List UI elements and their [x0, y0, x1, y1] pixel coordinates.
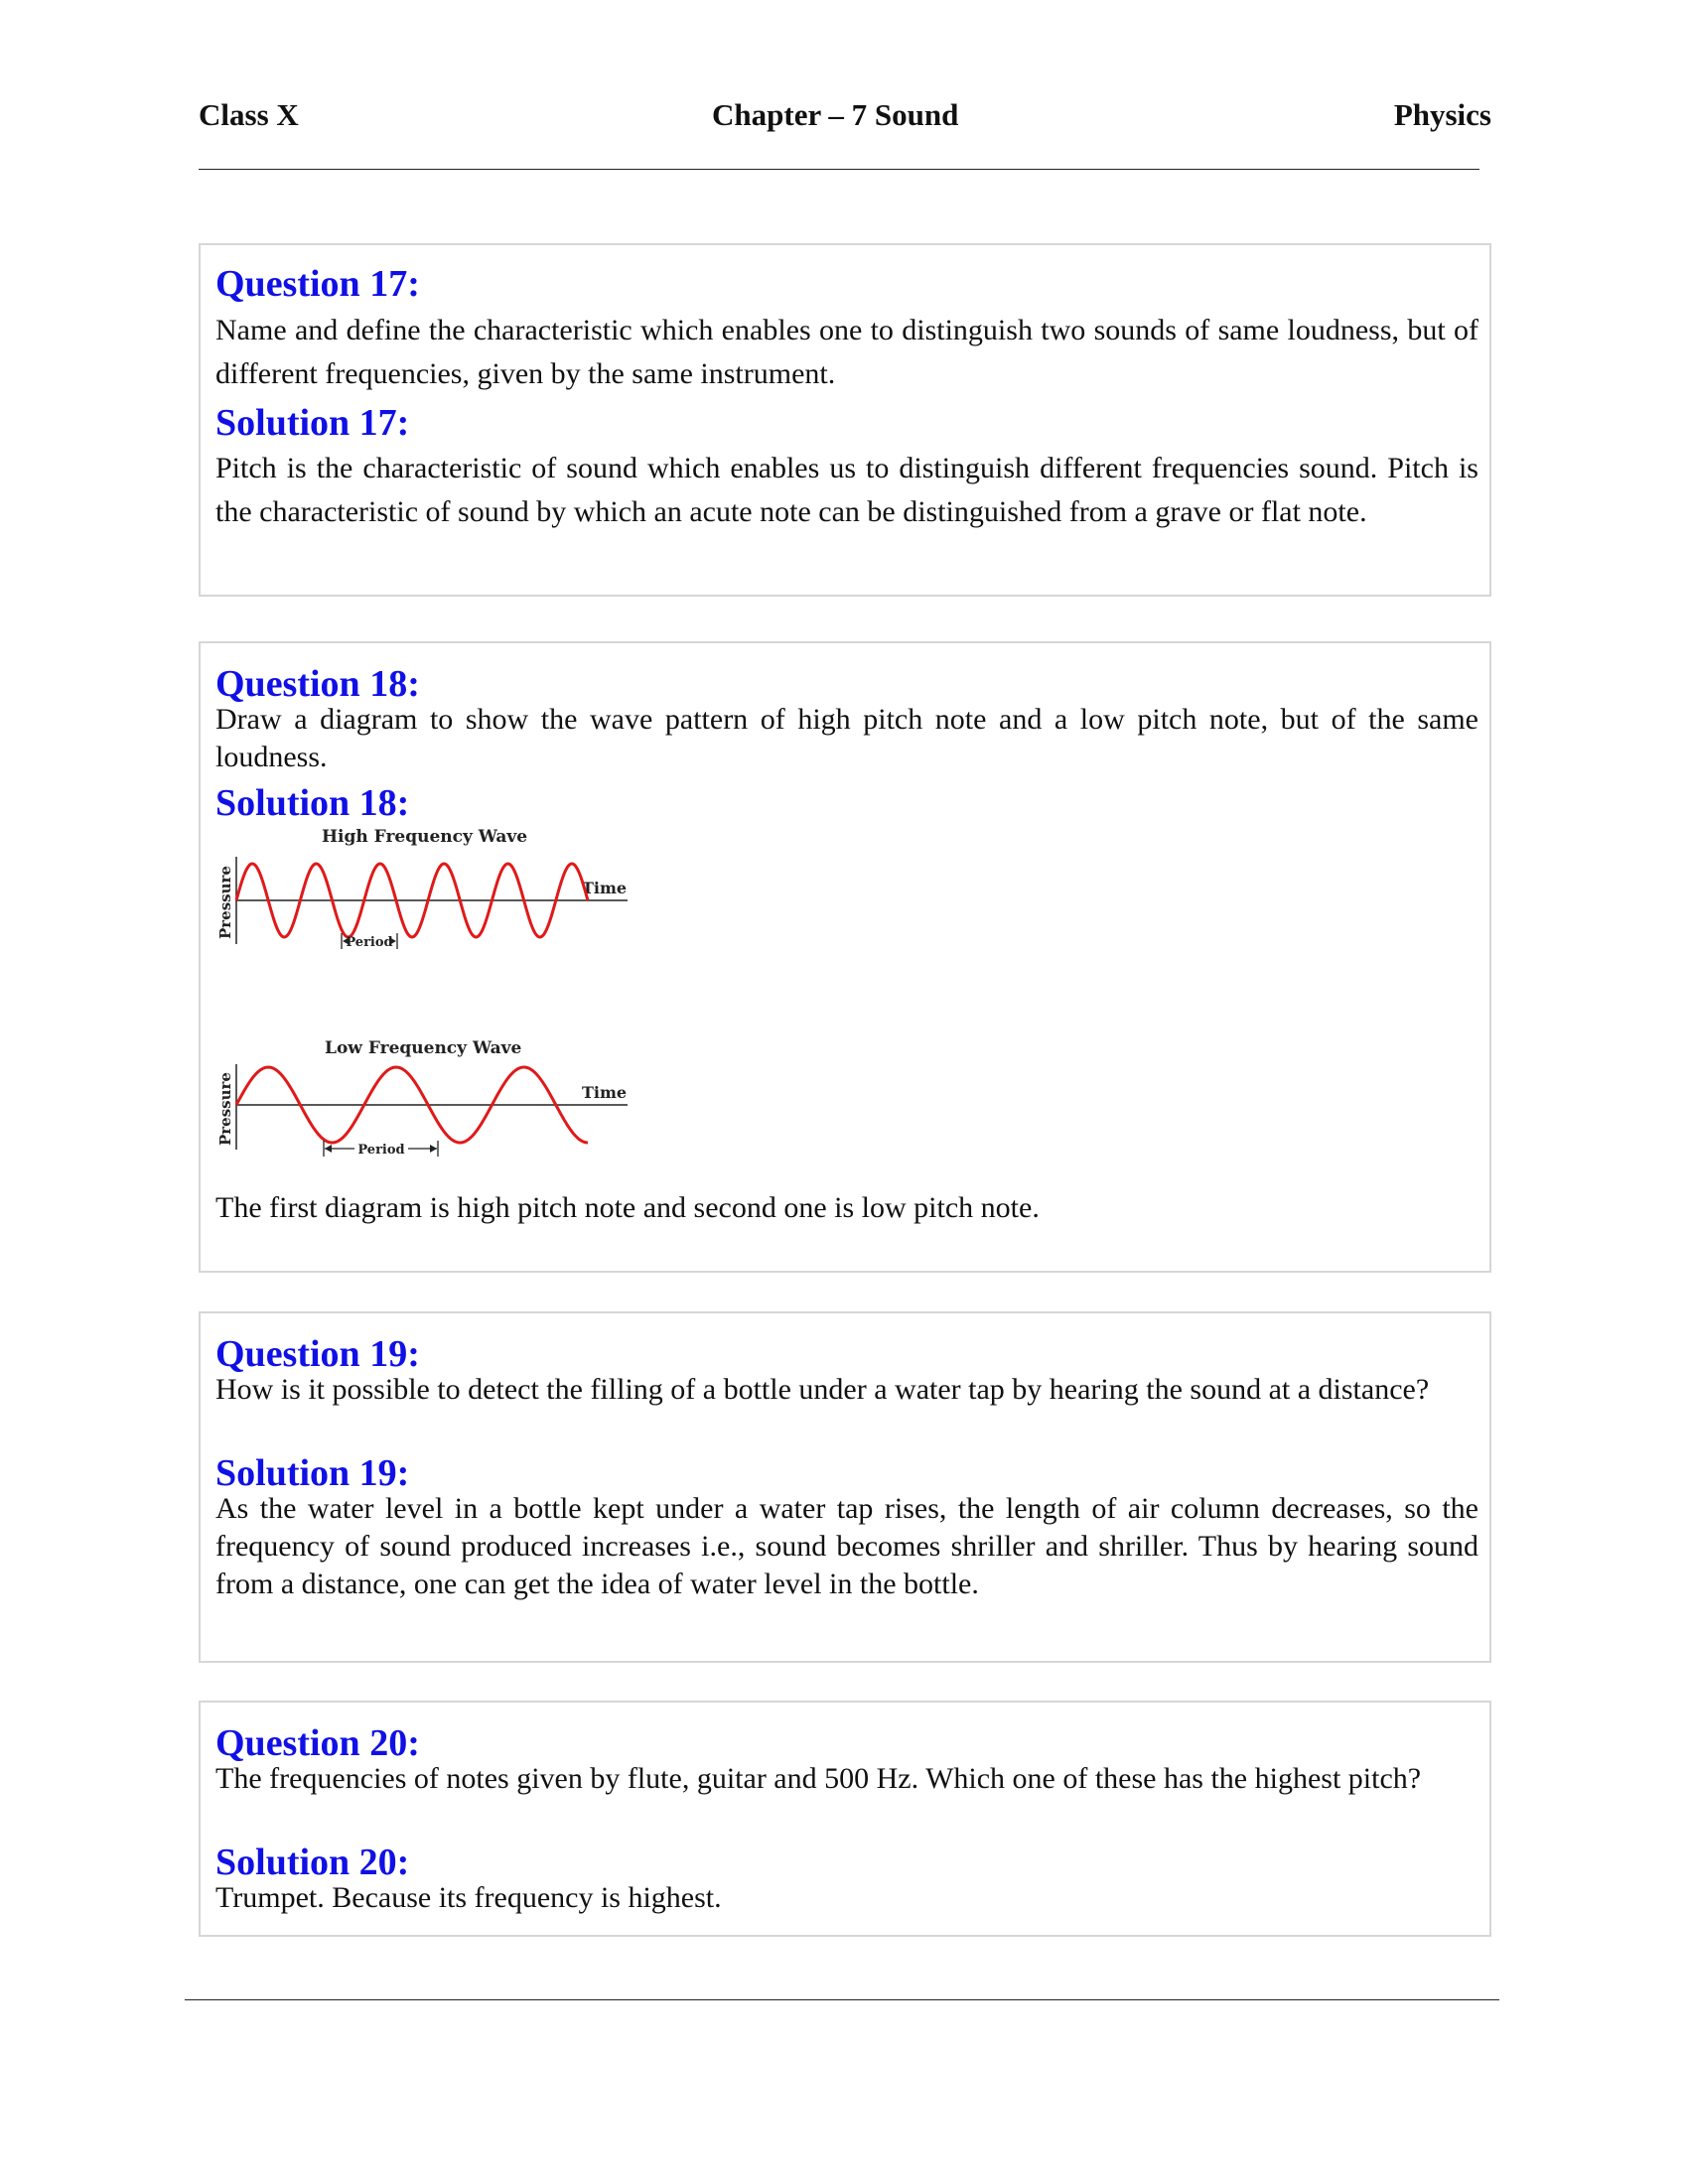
- high-wave-title: High Frequency Wave: [322, 827, 528, 847]
- high-frequency-wave-figure: [216, 827, 628, 950]
- low-y-label: Pressure: [216, 1072, 234, 1146]
- low-period-marker: [324, 1141, 438, 1158]
- question-20-box: [199, 1701, 1491, 1937]
- header-subject: Physics: [1393, 97, 1491, 132]
- question-17-title: Question 17:: [215, 263, 420, 305]
- low-wave-title: Low Frequency Wave: [325, 1038, 522, 1058]
- question-19-box: [199, 1311, 1491, 1663]
- low-x-label: Time: [582, 1083, 628, 1102]
- question-18-text: Draw a diagram to show the wave pattern of high pitch note and a low pitch note, but of the same loudness.: [215, 703, 1478, 773]
- solution-19-title: Solution 19:: [215, 1452, 410, 1494]
- solution-17-title: Solution 17:: [215, 402, 410, 444]
- question-17-box: [199, 243, 1491, 597]
- question-19-title: Question 19:: [215, 1333, 420, 1375]
- wave-diagram: [212, 822, 639, 1174]
- low-frequency-wave-figure: [216, 1038, 628, 1158]
- footer-rule: [185, 1999, 1499, 2000]
- solution-20-text: Trumpet. Because its frequency is highest.: [215, 1881, 722, 1914]
- header-chapter: Chapter – 7 Sound: [712, 97, 959, 132]
- high-period-label: Period: [346, 935, 393, 950]
- question-20-title: Question 20:: [215, 1722, 420, 1764]
- question-18-box: [199, 641, 1491, 1273]
- solution-18-text: The first diagram is high pitch note and second one is low pitch note.: [215, 1191, 1040, 1224]
- solution-19-text: As the water level in a bottle kept under a water tap rises, the length of air column decreases, so the frequency of sound produced increases i.e., sound becomes shriller and shriller. Thus by hearing sound from a distance, one can get the idea of water level in the bottle.: [215, 1492, 1478, 1600]
- solution-17-text: Pitch is the characteristic of sound which enables us to distinguish different frequencies sound. Pitch is the characteristic of sound by which an acute note can be distinguished from a grave or flat note.: [215, 452, 1478, 528]
- page-header: [199, 97, 1491, 137]
- low-period-label: Period: [357, 1143, 405, 1158]
- header-rule: [199, 169, 1479, 170]
- question-19-text: How is it possible to detect the filling of a bottle under a water tap by hearing the sound at a distance?: [215, 1373, 1430, 1406]
- solution-20-title: Solution 20:: [215, 1842, 410, 1883]
- high-y-label: Pressure: [216, 866, 234, 939]
- solution-18-title: Solution 18:: [215, 782, 410, 824]
- high-x-label: Time: [582, 879, 628, 897]
- question-20-text: The frequencies of notes given by flute, guitar and 500 Hz. Which one of these has the highest pitch?: [215, 1762, 1422, 1795]
- header-class: Class X: [199, 97, 299, 132]
- question-18-title: Question 18:: [215, 663, 420, 705]
- question-17-text: Name and define the characteristic which enables one to distinguish two sounds of same loudness, but of different frequencies, given by the same instrument.: [215, 314, 1478, 390]
- high-period-marker: [342, 933, 397, 950]
